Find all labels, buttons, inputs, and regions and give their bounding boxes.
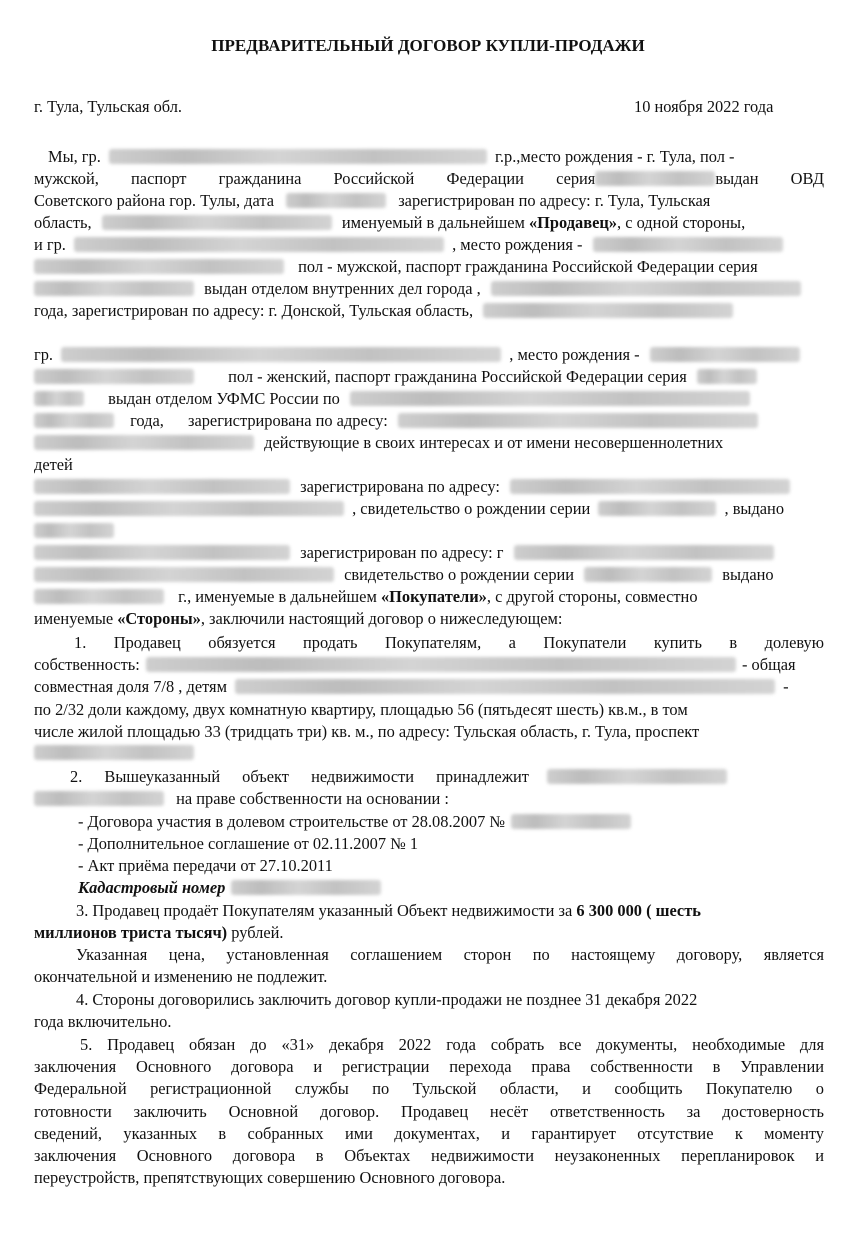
text-line: Мы, гр. г.р.,место рождения - г. Тула, пол -	[48, 147, 735, 166]
text-line: сведений, указанных в собранных ими документах, и гарантирует отсутствие к моменту	[34, 1124, 824, 1143]
text-line: года включительно.	[34, 1012, 172, 1031]
text-line: года, зарегистрирован по адресу: г. Донской, Тульская область,	[34, 300, 824, 322]
redacted	[34, 523, 114, 538]
text-line	[34, 520, 824, 542]
text-line: пол - женский, паспорт гражданина Российской Федерации серия	[34, 366, 824, 388]
redacted	[595, 171, 715, 186]
redacted-cadastral	[231, 880, 381, 895]
clause-1: 1. Продавец обязуется продать Покупателям, а Покупатели купить в долевую	[74, 633, 824, 652]
redacted-address	[398, 413, 758, 428]
text-line: заключения Основного договора и регистрации перехода права собственности в Управлении	[34, 1057, 824, 1076]
text-line: Федеральной регистрационной службы по Тульской области, и сообщить Покупателю о	[34, 1079, 824, 1098]
text-line: числе жилой площадью 33 (тридцать три) кв. м., по адресу: Тульская область, г. Тула, проспект	[34, 722, 700, 741]
text-line: зарегистрирована по адресу:	[34, 476, 824, 498]
text-line: зарегистрирован по адресу: г	[34, 542, 824, 564]
text-line: переустройств, препятствующих совершению Основного договора.	[34, 1168, 506, 1187]
redacted-name	[109, 149, 487, 164]
redacted	[34, 259, 284, 274]
redacted	[350, 391, 750, 406]
redacted-address	[483, 303, 733, 318]
redacted	[34, 413, 114, 428]
clause-5: 5. Продавец обязан до «31» декабря 2022 года собрать все документы, необходимые для	[80, 1035, 824, 1054]
text-line: и гр. , место рождения -	[34, 234, 824, 256]
redacted	[102, 215, 332, 230]
text-line: - Акт приёма передачи от 27.10.2011	[78, 856, 333, 875]
redacted-address	[146, 657, 736, 672]
text-line: Указанная цена, установленная соглашением сторон по настоящему договору, является	[76, 945, 824, 964]
text-line: совместная доля 7/8 , детям -	[34, 677, 789, 696]
text-line: - Дополнительное соглашение от 02.11.2007 № 1	[78, 834, 419, 853]
redacted-address	[514, 545, 774, 560]
redacted	[34, 589, 164, 604]
text-line: окончательной и изменению не подлежит.	[34, 967, 328, 986]
document-title: ПРЕДВАРИТЕЛЬНЫЙ ДОГОВОР КУПЛИ-ПРОДАЖИ	[211, 36, 645, 55]
text-line: именуемые «Стороны», заключили настоящий договор о нижеследующем:	[34, 609, 563, 628]
city: г. Тула, Тульская обл.	[34, 97, 183, 116]
text-line: Кадастровый номер	[78, 877, 856, 899]
text-line: действующие в своих интересах и от имени несовершеннолетних	[34, 432, 824, 454]
redacted	[511, 814, 631, 829]
text-line: свидетельство о рождении серии выдано	[34, 564, 824, 586]
redacted	[34, 745, 194, 760]
redacted-address	[510, 479, 790, 494]
text-line: выдан отделом УФМС России по	[34, 388, 824, 410]
text-line: гр. , место рождения -	[34, 344, 824, 366]
text-line: мужской, паспорт гражданина Российской Федерации серия выдан ОВД	[34, 169, 825, 188]
redacted	[34, 369, 194, 384]
text-line: собственность: - общая	[34, 655, 796, 674]
redacted-name	[34, 479, 290, 494]
text-line: года, зарегистрирована по адресу:	[34, 410, 824, 432]
text-line: на праве собственности на основании :	[34, 788, 824, 810]
redacted	[34, 501, 344, 516]
text-line: пол - мужской, паспорт гражданина Российской Федерации серия	[34, 256, 824, 278]
redacted-name	[34, 545, 290, 560]
clause-4: 4. Стороны договорились заключить договор купли-продажи не позднее 31 декабря 2022	[76, 990, 698, 1009]
text-line: заключения Основного договора в Объектах недвижимости неузаконенных перепланировок и	[34, 1146, 824, 1165]
text-line: выдан отделом внутренних дел города ,	[34, 278, 824, 300]
redacted	[598, 501, 716, 516]
text-line: Советского района гор. Тулы, дата зарегистрирован по адресу: г. Тула, Тульская	[34, 191, 711, 210]
text-line: , свидетельство о рождении серии , выдано	[34, 498, 824, 520]
redacted-name	[74, 237, 444, 252]
redacted-name	[61, 347, 501, 362]
text-line: детей	[34, 455, 73, 474]
redacted	[34, 567, 334, 582]
redacted	[34, 791, 164, 806]
redacted	[650, 347, 800, 362]
redacted-names	[235, 679, 775, 694]
text-line: по 2/32 доли каждому, двух комнатную квартиру, площадью 56 (пятьдесят шесть) кв.м., в том	[34, 700, 688, 719]
redacted	[34, 435, 254, 450]
text-line: - Договора участия в долевом строительстве от 28.08.2007 №	[78, 811, 856, 833]
clause-2: 2. Вышеуказанный объект недвижимости принадлежит	[70, 766, 824, 788]
redacted	[34, 281, 194, 296]
text-line: миллионов триста тысяч) рублей.	[34, 923, 284, 942]
clause-3: 3. Продавец продаёт Покупателям указанный Объект недвижимости за 6 300 000 ( шесть	[76, 901, 701, 920]
redacted-name	[547, 769, 727, 784]
redacted	[34, 391, 84, 406]
redacted	[286, 193, 386, 208]
redacted	[593, 237, 783, 252]
text-line: готовности заключить Основной договор. Продавец несёт ответственность за достоверность	[34, 1102, 824, 1121]
contract-date: 10 ноября 2022 года	[634, 97, 774, 116]
redacted	[584, 567, 712, 582]
redacted	[697, 369, 757, 384]
redacted	[491, 281, 801, 296]
text-line: г., именуемые в дальнейшем «Покупатели», с другой стороны, совместно	[34, 586, 824, 608]
text-line: область, именуемый в дальнейшем «Продавец», с одной стороны,	[34, 213, 746, 232]
